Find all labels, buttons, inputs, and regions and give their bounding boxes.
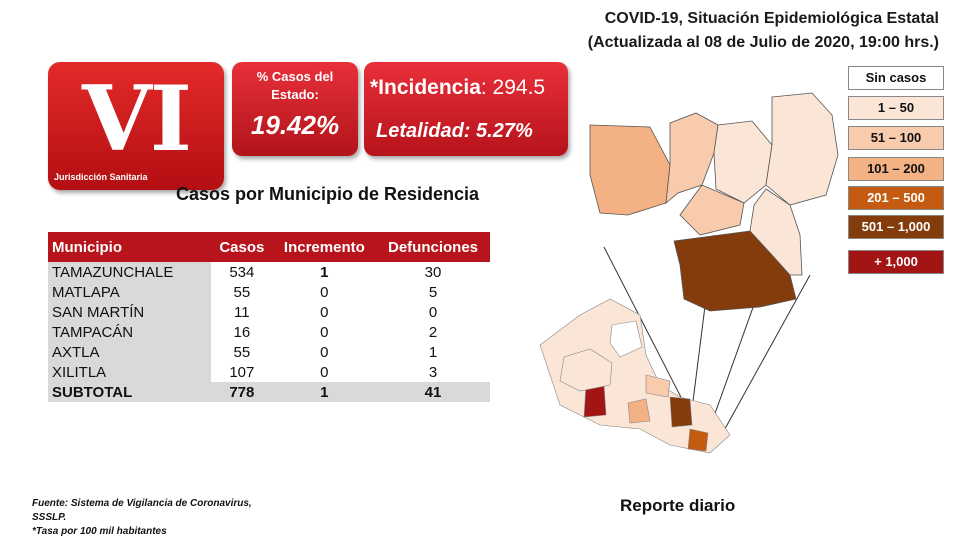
cell-municipio: XILITLA xyxy=(48,362,211,382)
legend-item: 201 – 500 xyxy=(848,186,944,210)
cell-incremento: 0 xyxy=(320,363,329,381)
table-row xyxy=(48,342,490,362)
table-title: Casos por Municipio de Residencia xyxy=(176,184,480,204)
cell-casos: 534 xyxy=(229,263,255,281)
zoomed-region-map xyxy=(590,93,838,311)
lethality-value: : 5.27% xyxy=(463,120,533,142)
source-line1: Fuente: Sistema de Vigilancia de Coronavirus, xyxy=(32,498,252,509)
cell-subtotal-incremento: 1 xyxy=(273,382,376,402)
cell-municipio: TAMAZUNCHALE xyxy=(48,262,211,282)
cell-defunciones: 30 xyxy=(424,263,442,281)
lethality-label: Letalidad xyxy=(376,120,464,142)
legend-item: Sin casos xyxy=(848,66,944,90)
cell-casos: 16 xyxy=(233,323,251,341)
table-header-row xyxy=(48,232,490,262)
col-header-defunciones: Defunciones xyxy=(376,232,490,262)
cell-defunciones: 5 xyxy=(428,283,438,301)
cases-table xyxy=(48,232,490,402)
jurisdiction-label: Jurisdicción Sanitaria xyxy=(54,172,148,182)
incidence-label: *Incidencia xyxy=(370,76,481,99)
jurisdiction-numeral: VI xyxy=(82,66,190,172)
header-update-date: (Actualizada al 08 de Julio de 2020, 19:00 hrs.) xyxy=(587,34,939,51)
cell-municipio: SAN MARTÍN xyxy=(48,302,211,322)
legend-item: 1 – 50 xyxy=(848,96,944,120)
cell-incremento: 1 xyxy=(320,263,329,281)
cell-defunciones: 3 xyxy=(428,363,438,381)
rate-note: *Tasa por 100 mil habitantes xyxy=(32,526,167,537)
table-row xyxy=(48,362,490,382)
cell-incremento: 0 xyxy=(320,303,329,321)
state-share-card xyxy=(232,62,358,156)
table-row xyxy=(48,262,490,282)
cell-casos: 11 xyxy=(234,303,250,321)
source-line2: SSSLP. xyxy=(32,512,67,523)
table-row xyxy=(48,302,490,322)
cell-subtotal-casos: 778 xyxy=(211,382,273,402)
cell-casos: 55 xyxy=(233,283,251,301)
lethality-row xyxy=(376,120,533,143)
incidence-row xyxy=(370,76,545,100)
legend-item: 501 – 1,000 xyxy=(848,215,944,239)
cell-incremento: 0 xyxy=(320,323,329,341)
cell-municipio: AXTLA xyxy=(48,342,211,362)
cell-defunciones: 1 xyxy=(428,343,438,361)
cell-casos: 107 xyxy=(229,363,255,381)
cell-incremento: 0 xyxy=(320,283,329,301)
cell-subtotal-label: SUBTOTAL xyxy=(48,382,211,402)
state-share-label: % Casos del Estado: xyxy=(256,69,334,102)
cell-casos: 55 xyxy=(233,343,251,361)
col-header-casos: Casos xyxy=(211,232,273,262)
state-map xyxy=(520,85,850,465)
legend-item: + 1,000 xyxy=(848,250,944,274)
table-row xyxy=(48,282,490,302)
cell-defunciones: 0 xyxy=(428,303,438,321)
jurisdiction-card xyxy=(48,62,224,190)
col-header-municipio: Municipio xyxy=(48,232,211,262)
cell-defunciones: 2 xyxy=(428,323,438,341)
header-title: COVID-19, Situación Epidemiológica Estatal xyxy=(604,10,939,27)
table-row xyxy=(48,322,490,342)
report-label: Reporte diario xyxy=(620,496,736,515)
table-subtotal-row xyxy=(48,382,490,402)
incidence-value: : 294.5 xyxy=(480,76,546,99)
cell-incremento: 0 xyxy=(320,343,329,361)
legend-item: 101 – 200 xyxy=(848,157,944,181)
cell-municipio: TAMPACÁN xyxy=(48,322,211,342)
col-header-incremento: Incremento xyxy=(273,232,376,262)
full-state-map xyxy=(540,299,730,453)
state-share-value: 19.42% xyxy=(250,110,340,140)
legend-item: 51 – 100 xyxy=(848,126,944,150)
cell-subtotal-defunciones: 41 xyxy=(376,382,490,402)
cell-municipio: MATLAPA xyxy=(48,282,211,302)
